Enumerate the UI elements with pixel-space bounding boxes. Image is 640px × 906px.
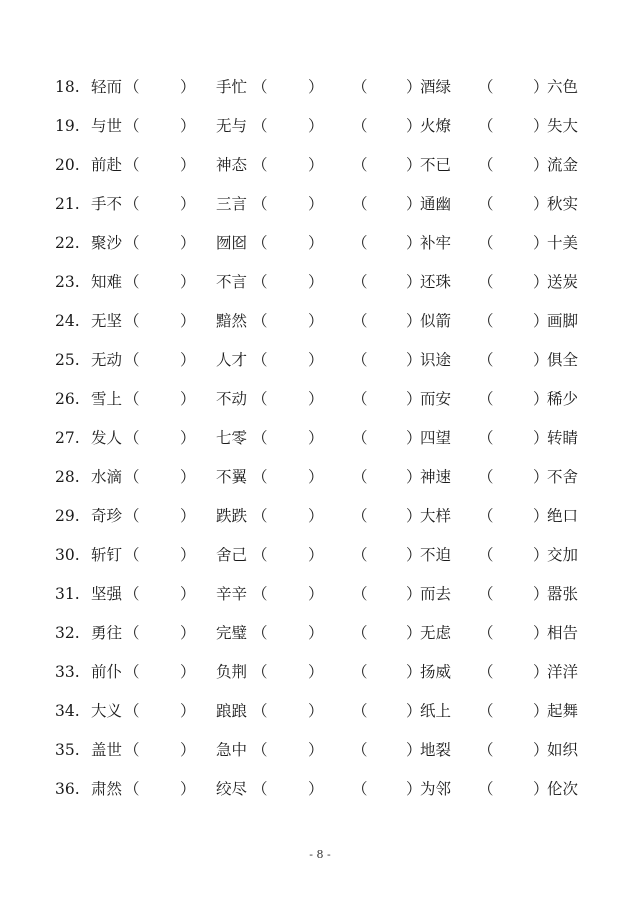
blank-open-paren: （ <box>352 468 368 486</box>
item-number: 28. <box>55 468 80 486</box>
blank-open-paren: （ <box>252 156 268 174</box>
blank-open-paren: （ <box>252 468 268 486</box>
blank-open-paren: （ <box>352 78 368 96</box>
blank-close-paren: ） <box>533 663 549 681</box>
blank-open-paren: （ <box>124 117 140 135</box>
idiom-fragment-4: 相告 <box>547 624 579 642</box>
blank-open-paren: （ <box>352 195 368 213</box>
idiom-fragment-4: 嚣张 <box>547 585 579 603</box>
blank-open-paren: （ <box>252 312 268 330</box>
idiom-fragment-4: 交加 <box>547 546 579 564</box>
idiom-fragment-4: 起舞 <box>547 702 579 720</box>
idiom-fragment-1: 前赴 <box>91 156 123 174</box>
blank-open-paren: （ <box>252 390 268 408</box>
item-number: 18. <box>55 78 80 96</box>
item-number: 19. <box>55 117 80 135</box>
blank-close-paren: ） <box>406 117 422 135</box>
blank-open-paren: （ <box>352 546 368 564</box>
exercise-row <box>0 653 640 692</box>
blank-open-paren: （ <box>478 351 494 369</box>
blank-open-paren: （ <box>252 741 268 759</box>
blank-open-paren: （ <box>478 741 494 759</box>
blank-close-paren: ） <box>406 234 422 252</box>
blank-open-paren: （ <box>124 429 140 447</box>
blank-close-paren: ） <box>406 741 422 759</box>
blank-close-paren: ） <box>533 351 549 369</box>
blank-open-paren: （ <box>252 429 268 447</box>
blank-close-paren: ） <box>308 585 324 603</box>
idiom-fragment-2: 无与 <box>216 117 248 135</box>
blank-open-paren: （ <box>478 585 494 603</box>
blank-close-paren: ） <box>406 468 422 486</box>
idiom-fragment-4: 转睛 <box>547 429 579 447</box>
blank-open-paren: （ <box>252 117 268 135</box>
idiom-fragment-3: 神速 <box>420 468 452 486</box>
blank-open-paren: （ <box>478 507 494 525</box>
idiom-fragment-4: 秋实 <box>547 195 579 213</box>
idiom-fragment-4: 流金 <box>547 156 579 174</box>
blank-close-paren: ） <box>406 624 422 642</box>
exercise-row <box>0 419 640 458</box>
idiom-fragment-3: 无虑 <box>420 624 452 642</box>
blank-close-paren: ） <box>180 156 196 174</box>
blank-open-paren: （ <box>124 156 140 174</box>
blank-open-paren: （ <box>478 663 494 681</box>
idiom-fragment-1: 奇珍 <box>91 507 123 525</box>
idiom-fragment-4: 六色 <box>547 78 579 96</box>
blank-open-paren: （ <box>124 507 140 525</box>
item-number: 23. <box>55 273 80 291</box>
idiom-fragment-1: 手不 <box>91 195 123 213</box>
idiom-fragment-3: 地裂 <box>420 741 452 759</box>
blank-open-paren: （ <box>252 195 268 213</box>
exercise-row <box>0 536 640 575</box>
item-number: 36. <box>55 780 80 798</box>
blank-open-paren: （ <box>352 117 368 135</box>
blank-close-paren: ） <box>406 78 422 96</box>
blank-close-paren: ） <box>308 195 324 213</box>
item-number: 21. <box>55 195 80 213</box>
idiom-fragment-3: 酒绿 <box>420 78 452 96</box>
blank-open-paren: （ <box>352 507 368 525</box>
blank-open-paren: （ <box>352 663 368 681</box>
blank-open-paren: （ <box>478 780 494 798</box>
exercise-row <box>0 68 640 107</box>
idiom-fragment-2: 不言 <box>216 273 248 291</box>
blank-open-paren: （ <box>252 663 268 681</box>
blank-close-paren: ） <box>308 156 324 174</box>
blank-close-paren: ） <box>533 156 549 174</box>
idiom-fragment-1: 勇往 <box>91 624 123 642</box>
idiom-fragment-4: 俱全 <box>547 351 579 369</box>
idiom-fragment-2: 手忙 <box>216 78 248 96</box>
blank-close-paren: ） <box>533 234 549 252</box>
exercise-row <box>0 380 640 419</box>
blank-open-paren: （ <box>478 546 494 564</box>
blank-open-paren: （ <box>124 273 140 291</box>
idiom-fragment-2: 囫囵 <box>216 234 248 252</box>
blank-open-paren: （ <box>352 390 368 408</box>
blank-close-paren: ） <box>308 351 324 369</box>
blank-open-paren: （ <box>478 702 494 720</box>
blank-close-paren: ） <box>406 195 422 213</box>
item-number: 31. <box>55 585 80 603</box>
item-number: 33. <box>55 663 80 681</box>
idiom-fragment-4: 如织 <box>547 741 579 759</box>
exercise-row <box>0 770 640 809</box>
blank-open-paren: （ <box>478 273 494 291</box>
idiom-fragment-4: 洋洋 <box>547 663 579 681</box>
blank-close-paren: ） <box>180 78 196 96</box>
item-number: 29. <box>55 507 80 525</box>
blank-close-paren: ） <box>308 234 324 252</box>
blank-open-paren: （ <box>124 624 140 642</box>
blank-open-paren: （ <box>252 546 268 564</box>
idiom-fragment-1: 知难 <box>91 273 123 291</box>
idiom-fragment-4: 不舍 <box>547 468 579 486</box>
idiom-fragment-1: 斩钉 <box>91 546 123 564</box>
blank-open-paren: （ <box>252 780 268 798</box>
blank-close-paren: ） <box>180 585 196 603</box>
idiom-fragment-3: 扬威 <box>420 663 452 681</box>
blank-open-paren: （ <box>352 702 368 720</box>
blank-open-paren: （ <box>352 234 368 252</box>
item-number: 20. <box>55 156 80 174</box>
blank-open-paren: （ <box>124 195 140 213</box>
exercise-row <box>0 263 640 302</box>
blank-close-paren: ） <box>180 468 196 486</box>
exercise-row <box>0 224 640 263</box>
blank-close-paren: ） <box>308 273 324 291</box>
blank-close-paren: ） <box>533 429 549 447</box>
blank-close-paren: ） <box>406 702 422 720</box>
item-number: 25. <box>55 351 80 369</box>
blank-close-paren: ） <box>308 624 324 642</box>
idiom-fragment-4: 绝口 <box>547 507 579 525</box>
blank-open-paren: （ <box>252 273 268 291</box>
idiom-fragment-1: 无动 <box>91 351 123 369</box>
blank-open-paren: （ <box>252 507 268 525</box>
blank-close-paren: ） <box>308 117 324 135</box>
idiom-fragment-1: 与世 <box>91 117 123 135</box>
blank-open-paren: （ <box>252 78 268 96</box>
blank-open-paren: （ <box>352 624 368 642</box>
item-number: 27. <box>55 429 80 447</box>
idiom-fragment-3: 为邻 <box>420 780 452 798</box>
idiom-fragment-1: 雪上 <box>91 390 123 408</box>
blank-close-paren: ） <box>406 507 422 525</box>
idiom-fragment-2: 辛辛 <box>216 585 248 603</box>
blank-open-paren: （ <box>352 741 368 759</box>
idiom-fragment-1: 聚沙 <box>91 234 123 252</box>
idiom-fragment-4: 稀少 <box>547 390 579 408</box>
blank-close-paren: ） <box>180 663 196 681</box>
idiom-fragment-1: 水滴 <box>91 468 123 486</box>
blank-open-paren: （ <box>352 351 368 369</box>
blank-open-paren: （ <box>252 351 268 369</box>
item-number: 26. <box>55 390 80 408</box>
blank-close-paren: ） <box>533 585 549 603</box>
item-number: 24. <box>55 312 80 330</box>
idiom-fragment-1: 前仆 <box>91 663 123 681</box>
blank-close-paren: ） <box>308 741 324 759</box>
blank-close-paren: ） <box>533 741 549 759</box>
item-number: 32. <box>55 624 80 642</box>
idiom-fragment-1: 轻而 <box>91 78 123 96</box>
blank-close-paren: ） <box>308 546 324 564</box>
idiom-fragment-3: 补牢 <box>420 234 452 252</box>
blank-close-paren: ） <box>180 507 196 525</box>
idiom-fragment-4: 十美 <box>547 234 579 252</box>
exercise-row <box>0 692 640 731</box>
blank-close-paren: ） <box>308 663 324 681</box>
blank-open-paren: （ <box>124 702 140 720</box>
blank-close-paren: ） <box>533 507 549 525</box>
blank-open-paren: （ <box>478 429 494 447</box>
blank-open-paren: （ <box>478 234 494 252</box>
blank-close-paren: ） <box>180 312 196 330</box>
idiom-fragment-2: 踉踉 <box>216 702 248 720</box>
idiom-fragment-4: 失大 <box>547 117 579 135</box>
idiom-fragment-3: 火燎 <box>420 117 452 135</box>
blank-open-paren: （ <box>124 780 140 798</box>
idiom-fragment-2: 三言 <box>216 195 248 213</box>
blank-close-paren: ） <box>308 390 324 408</box>
blank-open-paren: （ <box>124 78 140 96</box>
blank-close-paren: ） <box>180 429 196 447</box>
idiom-fragment-2: 不动 <box>216 390 248 408</box>
idiom-fragment-2: 绞尽 <box>216 780 248 798</box>
idiom-fragment-3: 似箭 <box>420 312 452 330</box>
blank-close-paren: ） <box>406 312 422 330</box>
exercise-row <box>0 458 640 497</box>
exercise-row <box>0 497 640 536</box>
blank-close-paren: ） <box>180 741 196 759</box>
blank-close-paren: ） <box>406 780 422 798</box>
idiom-fragment-4: 伦次 <box>547 780 579 798</box>
idiom-exercise-list <box>0 68 640 809</box>
blank-open-paren: （ <box>478 312 494 330</box>
blank-close-paren: ） <box>180 780 196 798</box>
blank-open-paren: （ <box>124 351 140 369</box>
idiom-fragment-3: 不已 <box>420 156 452 174</box>
blank-close-paren: ） <box>180 351 196 369</box>
exercise-row <box>0 731 640 770</box>
blank-close-paren: ） <box>406 585 422 603</box>
blank-close-paren: ） <box>180 624 196 642</box>
blank-close-paren: ） <box>533 780 549 798</box>
blank-close-paren: ） <box>406 429 422 447</box>
blank-close-paren: ） <box>533 390 549 408</box>
idiom-fragment-3: 还珠 <box>420 273 452 291</box>
blank-close-paren: ） <box>533 546 549 564</box>
idiom-fragment-3: 而去 <box>420 585 452 603</box>
idiom-fragment-4: 画脚 <box>547 312 579 330</box>
idiom-fragment-4: 送炭 <box>547 273 579 291</box>
blank-close-paren: ） <box>406 390 422 408</box>
idiom-fragment-3: 纸上 <box>420 702 452 720</box>
blank-open-paren: （ <box>252 624 268 642</box>
exercise-row <box>0 185 640 224</box>
blank-close-paren: ） <box>308 702 324 720</box>
blank-close-paren: ） <box>180 234 196 252</box>
blank-open-paren: （ <box>478 624 494 642</box>
idiom-fragment-2: 黯然 <box>216 312 248 330</box>
blank-close-paren: ） <box>180 390 196 408</box>
blank-open-paren: （ <box>124 585 140 603</box>
idiom-fragment-2: 跌跌 <box>216 507 248 525</box>
item-number: 22. <box>55 234 80 252</box>
blank-close-paren: ） <box>180 117 196 135</box>
blank-open-paren: （ <box>352 312 368 330</box>
blank-open-paren: （ <box>478 117 494 135</box>
blank-close-paren: ） <box>180 546 196 564</box>
item-number: 34. <box>55 702 80 720</box>
blank-open-paren: （ <box>478 195 494 213</box>
idiom-fragment-3: 四望 <box>420 429 452 447</box>
blank-close-paren: ） <box>533 312 549 330</box>
idiom-fragment-2: 负荆 <box>216 663 248 681</box>
blank-open-paren: （ <box>252 702 268 720</box>
blank-close-paren: ） <box>533 117 549 135</box>
exercise-row <box>0 302 640 341</box>
blank-open-paren: （ <box>352 780 368 798</box>
idiom-fragment-1: 发人 <box>91 429 123 447</box>
blank-close-paren: ） <box>308 78 324 96</box>
blank-open-paren: （ <box>124 468 140 486</box>
blank-open-paren: （ <box>352 585 368 603</box>
idiom-fragment-2: 七零 <box>216 429 248 447</box>
blank-open-paren: （ <box>252 234 268 252</box>
idiom-fragment-2: 急中 <box>216 741 248 759</box>
blank-open-paren: （ <box>124 663 140 681</box>
blank-close-paren: ） <box>533 195 549 213</box>
blank-open-paren: （ <box>124 312 140 330</box>
blank-close-paren: ） <box>180 702 196 720</box>
idiom-fragment-3: 大样 <box>420 507 452 525</box>
blank-open-paren: （ <box>124 390 140 408</box>
item-number: 30. <box>55 546 80 564</box>
item-number: 35. <box>55 741 80 759</box>
idiom-fragment-2: 完璧 <box>216 624 248 642</box>
blank-close-paren: ） <box>180 273 196 291</box>
idiom-fragment-3: 不迫 <box>420 546 452 564</box>
blank-open-paren: （ <box>478 468 494 486</box>
idiom-fragment-2: 神态 <box>216 156 248 174</box>
blank-open-paren: （ <box>478 78 494 96</box>
idiom-fragment-3: 而安 <box>420 390 452 408</box>
blank-open-paren: （ <box>352 156 368 174</box>
blank-open-paren: （ <box>124 741 140 759</box>
blank-open-paren: （ <box>124 546 140 564</box>
idiom-fragment-3: 通幽 <box>420 195 452 213</box>
page-number: - 8 - <box>309 848 331 861</box>
idiom-fragment-2: 人才 <box>216 351 248 369</box>
blank-close-paren: ） <box>533 273 549 291</box>
blank-open-paren: （ <box>252 585 268 603</box>
idiom-fragment-1: 盖世 <box>91 741 123 759</box>
idiom-fragment-3: 识途 <box>420 351 452 369</box>
blank-close-paren: ） <box>406 351 422 369</box>
idiom-fragment-1: 肃然 <box>91 780 123 798</box>
blank-close-paren: ） <box>180 195 196 213</box>
blank-close-paren: ） <box>308 468 324 486</box>
blank-open-paren: （ <box>124 234 140 252</box>
blank-close-paren: ） <box>533 78 549 96</box>
blank-close-paren: ） <box>406 663 422 681</box>
blank-open-paren: （ <box>478 156 494 174</box>
blank-close-paren: ） <box>308 312 324 330</box>
blank-close-paren: ） <box>308 507 324 525</box>
blank-close-paren: ） <box>533 468 549 486</box>
blank-close-paren: ） <box>533 702 549 720</box>
blank-open-paren: （ <box>352 429 368 447</box>
blank-close-paren: ） <box>406 156 422 174</box>
blank-close-paren: ） <box>406 273 422 291</box>
exercise-row <box>0 341 640 380</box>
exercise-row <box>0 614 640 653</box>
blank-close-paren: ） <box>406 546 422 564</box>
exercise-row <box>0 146 640 185</box>
idiom-fragment-1: 坚强 <box>91 585 123 603</box>
exercise-row <box>0 575 640 614</box>
exercise-row <box>0 107 640 146</box>
blank-open-paren: （ <box>478 390 494 408</box>
blank-close-paren: ） <box>533 624 549 642</box>
blank-close-paren: ） <box>308 429 324 447</box>
idiom-fragment-1: 无坚 <box>91 312 123 330</box>
idiom-fragment-1: 大义 <box>91 702 123 720</box>
idiom-fragment-2: 不翼 <box>216 468 248 486</box>
blank-open-paren: （ <box>352 273 368 291</box>
idiom-fragment-2: 舍己 <box>216 546 248 564</box>
blank-close-paren: ） <box>308 780 324 798</box>
